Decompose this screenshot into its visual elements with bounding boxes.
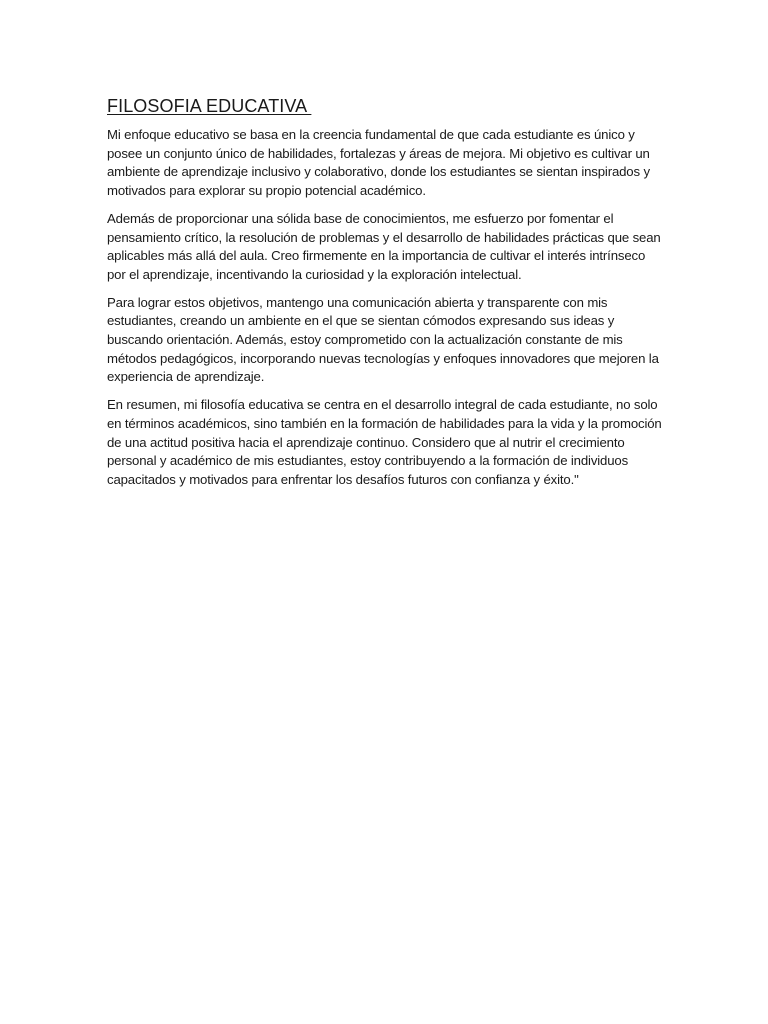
document-title: FILOSOFIA EDUCATIVA (107, 96, 312, 116)
paragraph-2: Además de proporcionar una sólida base de conocimientos, me esfuerzo por fomentar el pensamiento crítico, la resolución de problemas y el desarrollo de habilidades prácticas que sean aplicables más allá del aula. Creo firmemente en la importancia de cultivar el interés intrínseco por el aprendizaje, incentivando la curiosidad y la exploración intelectual. (107, 210, 661, 282)
paragraph-1: Mi enfoque educativo se basa en la creencia fundamental de que cada estudiante es único y posee un conjunto único de habilidades, fortalezas y áreas de mejora. Mi objetivo es cultivar un ambiente de aprendizaje inclusivo y colaborativo, donde los estudiantes se sientan inspirados y motivados para explorar su propio potencial académico. (107, 127, 650, 199)
document-body (107, 95, 663, 499)
paragraph-3: Para lograr estos objetivos, mantengo una comunicación abierta y transparente con mis estudiantes, creando un ambiente en el que se sientan cómodos expresando sus ideas y buscando orientación. Además, estoy comprometido con la actualización constante de mis métodos pedagógicos, incorporando nuevas tecnologías y enfoques innovadores que mejoren la experiencia de aprendizaje. (107, 294, 659, 385)
paragraph-4: En resumen, mi filosofía educativa se centra en el desarrollo integral de cada estudiante, no solo en términos académicos, sino también en la formación de habilidades para la vida y la promoción de una actitud positiva hacia el aprendizaje continuo. Considero que al nutrir el crecimiento personal y académico de mis estudiantes, estoy contribuyendo a la formación de individuos capacitados y motivados para enfrentar los desafíos futuros con confianza y éxito." (107, 397, 662, 487)
